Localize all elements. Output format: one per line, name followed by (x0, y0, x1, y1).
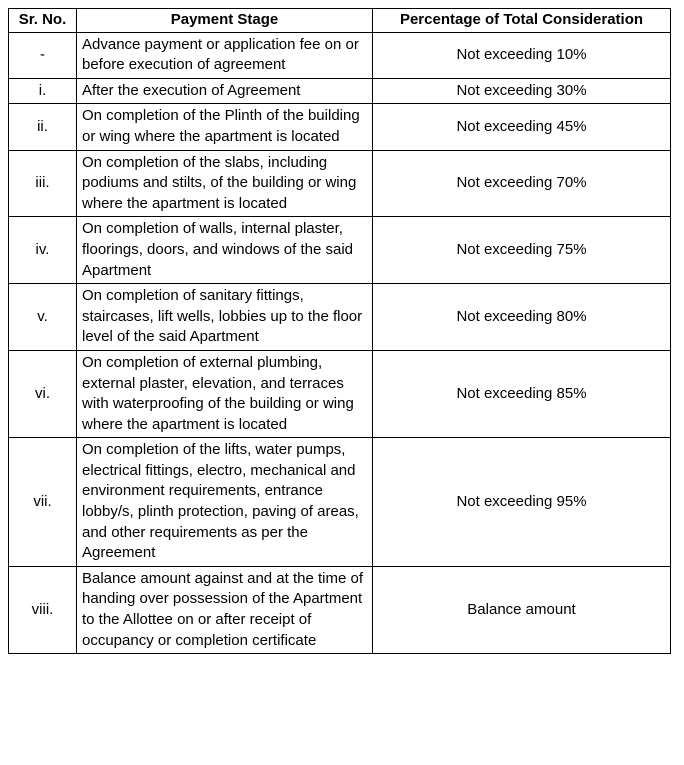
sr-no-cell: v. (9, 284, 77, 351)
payment-stage-cell: On completion of walls, internal plaster, floorings, doors, and windows of the said Apartment (77, 217, 373, 284)
sr-no-cell: i. (9, 78, 77, 104)
sr-no-cell: iv. (9, 217, 77, 284)
payment-stage-cell: Advance payment or application fee on or before execution of agreement (77, 32, 373, 78)
payment-stage-cell: On completion of the lifts, water pumps, electrical fittings, electro, mechanical and environment requirements, entrance lobby/s, plinth protection, paving of areas, and other requirements as per the Agreement (77, 438, 373, 567)
table-row (9, 150, 671, 217)
header-payment-stage: Payment Stage (77, 9, 373, 33)
percentage-cell: Not exceeding 95% (373, 438, 671, 567)
sr-no-cell: iii. (9, 150, 77, 217)
table-row (9, 350, 671, 437)
percentage-cell: Not exceeding 80% (373, 284, 671, 351)
percentage-cell: Not exceeding 75% (373, 217, 671, 284)
percentage-cell: Not exceeding 85% (373, 350, 671, 437)
payment-stage-cell: After the execution of Agreement (77, 78, 373, 104)
payment-stage-cell: On completion of sanitary fittings, staircases, lift wells, lobbies up to the floor level of the said Apartment (77, 284, 373, 351)
table-row (9, 78, 671, 104)
percentage-cell: Not exceeding 45% (373, 104, 671, 150)
sr-no-cell: - (9, 32, 77, 78)
percentage-cell: Not exceeding 10% (373, 32, 671, 78)
percentage-cell: Not exceeding 70% (373, 150, 671, 217)
table-row (9, 32, 671, 78)
header-row (9, 9, 671, 33)
payment-schedule-table (8, 8, 671, 654)
table-row (9, 566, 671, 653)
table-row (9, 104, 671, 150)
sr-no-cell: vi. (9, 350, 77, 437)
sr-no-cell: ii. (9, 104, 77, 150)
percentage-cell: Not exceeding 30% (373, 78, 671, 104)
table-row (9, 284, 671, 351)
payment-stage-cell: On completion of external plumbing, external plaster, elevation, and terraces with waterproofing of the building or wing where the apartment is located (77, 350, 373, 437)
sr-no-cell: vii. (9, 438, 77, 567)
header-sr-no: Sr. No. (9, 9, 77, 33)
table-row (9, 217, 671, 284)
percentage-cell: Balance amount (373, 566, 671, 653)
table-body (9, 32, 671, 654)
table-row (9, 438, 671, 567)
sr-no-cell: viii. (9, 566, 77, 653)
payment-stage-cell: On completion of the slabs, including podiums and stilts, of the building or wing where the apartment is located (77, 150, 373, 217)
payment-stage-cell: On completion of the Plinth of the building or wing where the apartment is located (77, 104, 373, 150)
payment-stage-cell: Balance amount against and at the time of handing over possession of the Apartment to the Allottee on or after receipt of occupancy or completion certificate (77, 566, 373, 653)
table-header (9, 9, 671, 33)
header-percentage: Percentage of Total Consideration (373, 9, 671, 33)
